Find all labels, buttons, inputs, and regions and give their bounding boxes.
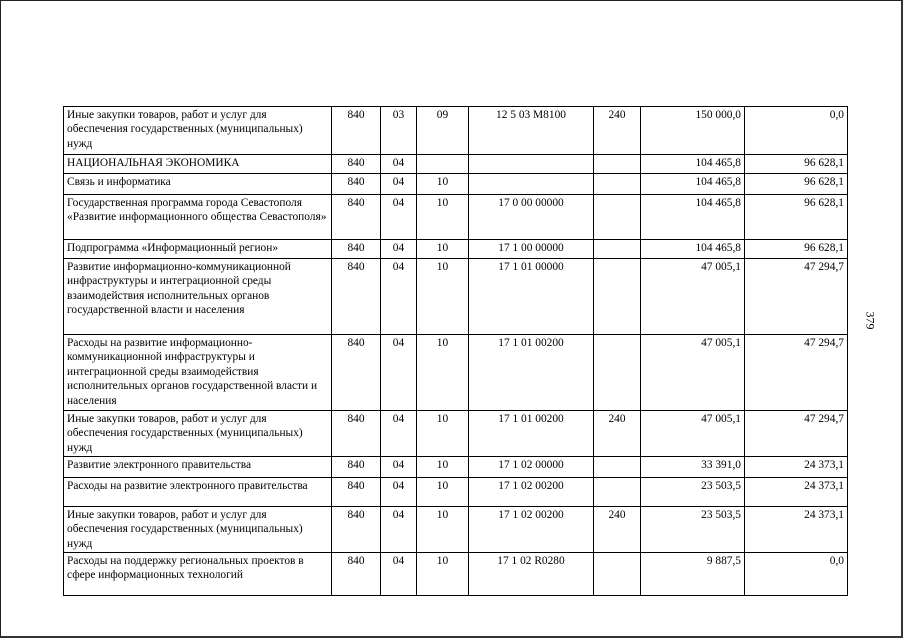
budget-table <box>63 106 848 596</box>
cell-name: НАЦИОНАЛЬНАЯ ЭКОНОМИКА <box>64 155 332 174</box>
cell-section-code: 04 <box>381 335 417 411</box>
cell-target-code <box>469 155 594 174</box>
cell-subsection-code: 10 <box>417 240 469 259</box>
cell-target-code: 17 1 01 00000 <box>469 259 594 335</box>
cell-target-code: 12 5 03 M8100 <box>469 107 594 155</box>
table-row <box>64 457 848 478</box>
cell-expense-type <box>594 240 641 259</box>
table-row <box>64 411 848 457</box>
table-row <box>64 195 848 240</box>
cell-name: Иные закупки товаров, работ и услуг для обеспечения государственных (муниципальных) нужд <box>64 411 332 457</box>
cell-subsection-code: 10 <box>417 411 469 457</box>
cell-sum-1: 47 005,1 <box>641 411 745 457</box>
table-row <box>64 259 848 335</box>
cell-name: Расходы на развитие информационно-коммуникационной инфраструктуры и интеграционной среды взаимодействия исполнительных органов государственной власти и населения <box>64 335 332 411</box>
cell-name: Иные закупки товаров, работ и услуг для обеспечения государственных (муниципальных) нужд <box>64 507 332 553</box>
cell-target-code <box>469 174 594 195</box>
cell-target-code: 17 1 00 00000 <box>469 240 594 259</box>
cell-sum-2: 96 628,1 <box>745 174 848 195</box>
cell-ministry-code: 840 <box>332 478 381 507</box>
cell-sum-2: 24 373,1 <box>745 478 848 507</box>
cell-ministry-code: 840 <box>332 195 381 240</box>
cell-sum-2: 0,0 <box>745 107 848 155</box>
cell-expense-type: 240 <box>594 107 641 155</box>
table-row <box>64 507 848 553</box>
cell-ministry-code: 840 <box>332 107 381 155</box>
cell-name: Связь и информатика <box>64 174 332 195</box>
table-row <box>64 478 848 507</box>
cell-subsection-code <box>417 155 469 174</box>
cell-sum-1: 104 465,8 <box>641 195 745 240</box>
cell-name: Развитие информационно-коммуникационной инфраструктуры и интеграционной среды взаимодействия исполнительных органов государственной власти и населения <box>64 259 332 335</box>
cell-target-code: 17 1 01 00200 <box>469 335 594 411</box>
cell-section-code: 03 <box>381 107 417 155</box>
page-number: 379 <box>863 311 878 330</box>
cell-section-code: 04 <box>381 174 417 195</box>
cell-target-code: 17 1 02 00200 <box>469 507 594 553</box>
table-row <box>64 107 848 155</box>
cell-expense-type: 240 <box>594 507 641 553</box>
cell-sum-1: 150 000,0 <box>641 107 745 155</box>
cell-sum-1: 23 503,5 <box>641 507 745 553</box>
table-row <box>64 155 848 174</box>
cell-subsection-code: 09 <box>417 107 469 155</box>
cell-sum-1: 9 887,5 <box>641 553 745 596</box>
cell-name: Подпрограмма «Информационный регион» <box>64 240 332 259</box>
cell-sum-2: 24 373,1 <box>745 507 848 553</box>
cell-expense-type <box>594 553 641 596</box>
cell-sum-1: 23 503,5 <box>641 478 745 507</box>
cell-subsection-code: 10 <box>417 335 469 411</box>
cell-section-code: 04 <box>381 553 417 596</box>
cell-subsection-code: 10 <box>417 259 469 335</box>
cell-target-code: 17 1 01 00200 <box>469 411 594 457</box>
cell-sum-1: 47 005,1 <box>641 335 745 411</box>
cell-ministry-code: 840 <box>332 174 381 195</box>
cell-subsection-code: 10 <box>417 457 469 478</box>
cell-expense-type <box>594 174 641 195</box>
cell-subsection-code: 10 <box>417 507 469 553</box>
cell-section-code: 04 <box>381 240 417 259</box>
table-row <box>64 553 848 596</box>
cell-ministry-code: 840 <box>332 335 381 411</box>
cell-subsection-code: 10 <box>417 553 469 596</box>
cell-ministry-code: 840 <box>332 155 381 174</box>
cell-subsection-code: 10 <box>417 195 469 240</box>
cell-target-code: 17 0 00 00000 <box>469 195 594 240</box>
cell-ministry-code: 840 <box>332 553 381 596</box>
cell-section-code: 04 <box>381 259 417 335</box>
cell-ministry-code: 840 <box>332 457 381 478</box>
cell-sum-1: 104 465,8 <box>641 240 745 259</box>
cell-sum-1: 33 391,0 <box>641 457 745 478</box>
cell-sum-2: 96 628,1 <box>745 195 848 240</box>
table-row <box>64 240 848 259</box>
cell-sum-2: 47 294,7 <box>745 335 848 411</box>
cell-sum-2: 0,0 <box>745 553 848 596</box>
cell-ministry-code: 840 <box>332 411 381 457</box>
cell-name: Развитие электронного правительства <box>64 457 332 478</box>
table-row <box>64 335 848 411</box>
cell-ministry-code: 840 <box>332 259 381 335</box>
cell-sum-1: 104 465,8 <box>641 155 745 174</box>
cell-expense-type: 240 <box>594 411 641 457</box>
cell-subsection-code: 10 <box>417 478 469 507</box>
cell-section-code: 04 <box>381 411 417 457</box>
cell-section-code: 04 <box>381 478 417 507</box>
table-body <box>64 107 848 596</box>
cell-expense-type <box>594 335 641 411</box>
cell-sum-2: 47 294,7 <box>745 259 848 335</box>
cell-expense-type <box>594 155 641 174</box>
table-row <box>64 174 848 195</box>
cell-name: Расходы на поддержку региональных проектов в сфере информационных технологий <box>64 553 332 596</box>
cell-section-code: 04 <box>381 195 417 240</box>
cell-section-code: 04 <box>381 507 417 553</box>
cell-sum-2: 47 294,7 <box>745 411 848 457</box>
cell-expense-type <box>594 195 641 240</box>
cell-sum-2: 24 373,1 <box>745 457 848 478</box>
cell-sum-1: 47 005,1 <box>641 259 745 335</box>
cell-expense-type <box>594 259 641 335</box>
cell-sum-2: 96 628,1 <box>745 240 848 259</box>
cell-name: Расходы на развитие электронного правительства <box>64 478 332 507</box>
cell-sum-2: 96 628,1 <box>745 155 848 174</box>
cell-target-code: 17 1 02 00200 <box>469 478 594 507</box>
cell-expense-type <box>594 478 641 507</box>
cell-expense-type <box>594 457 641 478</box>
cell-ministry-code: 840 <box>332 507 381 553</box>
cell-subsection-code: 10 <box>417 174 469 195</box>
cell-name: Иные закупки товаров, работ и услуг для обеспечения государственных (муниципальных) нужд <box>64 107 332 155</box>
cell-sum-1: 104 465,8 <box>641 174 745 195</box>
cell-name: Государственная программа города Севастополя «Развитие информационного общества Севастополя» <box>64 195 332 240</box>
cell-target-code: 17 1 02 R0280 <box>469 553 594 596</box>
cell-ministry-code: 840 <box>332 240 381 259</box>
cell-target-code: 17 1 02 00000 <box>469 457 594 478</box>
cell-section-code: 04 <box>381 155 417 174</box>
cell-section-code: 04 <box>381 457 417 478</box>
